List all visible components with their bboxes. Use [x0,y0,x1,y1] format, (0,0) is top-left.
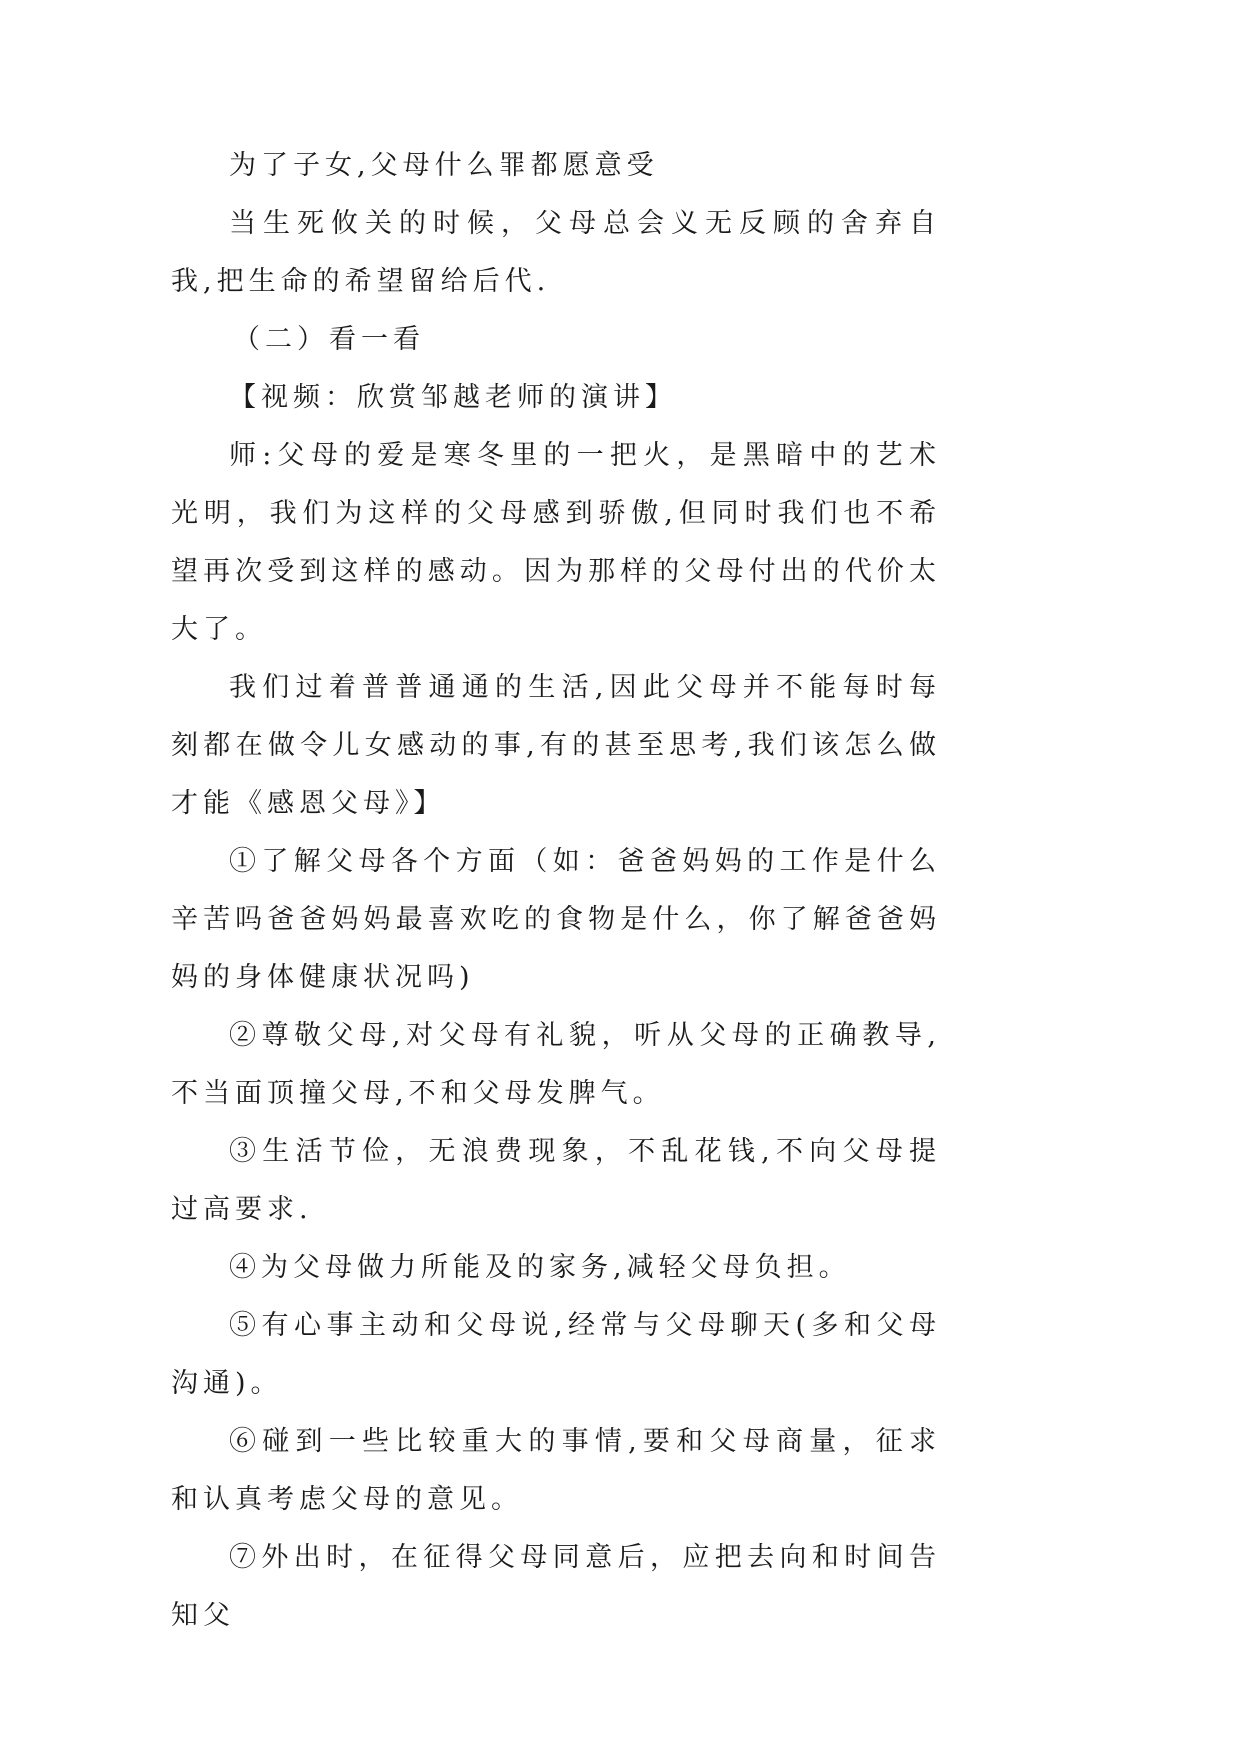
paragraph-ordinary-life: 我们过着普普通通的生活,因此父母并不能每时每刻都在做令儿女感动的事,有的甚至思考,我们该怎么做才能《感恩父母》】 [171,672,941,819]
paragraph-1: 为了子女,父母什么罪都愿意受 [229,150,659,181]
list-item-5: ⑤有心事主动和父母说,经常与父母聊天(多和父母沟通)。 [171,1310,941,1399]
list-item-2: ②尊敬父母,对父母有礼貌，听从父母的正确教导,不当面顶撞父母,不和父母发脾气。 [171,1020,941,1109]
paragraph-2: 当生死攸关的时候，父母总会义无反顾的舍弃自我,把生命的希望留给后代. [171,208,941,297]
teacher-speech: 师:父母的爱是寒冬里的一把火，是黑暗中的艺术光明，我们为这样的父母感到骄傲,但同时我们也不希望再次受到这样的感动。因为那样的父母付出的代价太大了。 [171,440,941,645]
document-body [171,137,941,1645]
section-heading-look: （二）看一看 [233,324,425,355]
list-item-3: ③生活节俭，无浪费现象，不乱花钱,不向父母提过高要求. [171,1136,941,1225]
list-item-7: ⑦外出时，在征得父母同意后，应把去向和时间告知父 [171,1542,941,1631]
video-note: 【视频：欣赏邹越老师的演讲】 [229,382,677,413]
list-item-1: ①了解父母各个方面（如：爸爸妈妈的工作是什么辛苦吗爸爸妈妈最喜欢吃的食物是什么，你了解爸爸妈妈的身体健康状况吗) [171,846,941,993]
list-item-4: ④为父母做力所能及的家务,减轻父母负担。 [229,1252,851,1283]
list-item-6: ⑥碰到一些比较重大的事情,要和父母商量，征求和认真考虑父母的意见。 [171,1426,941,1515]
